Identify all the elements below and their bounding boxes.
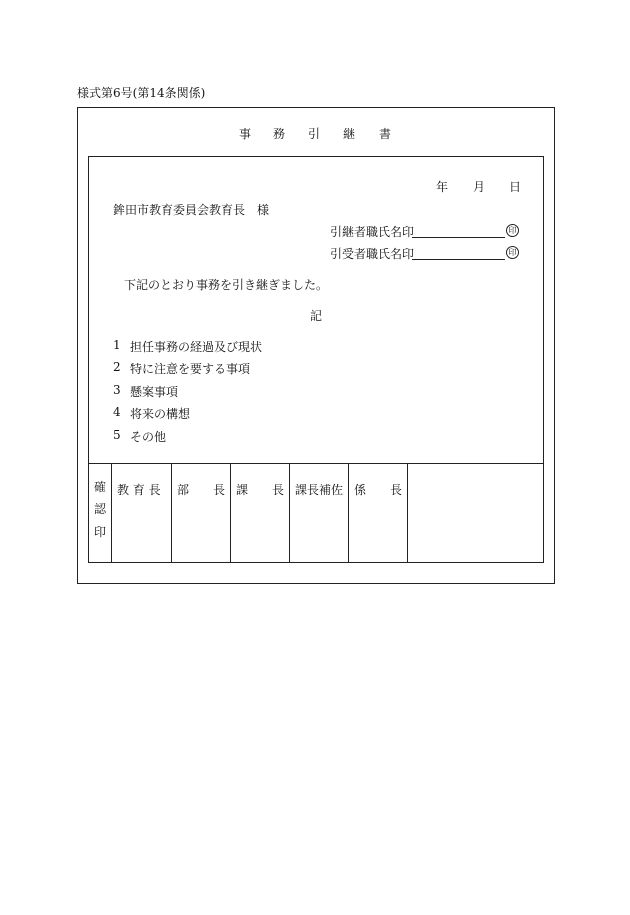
receiver-signature-line[interactable] [412, 259, 505, 260]
approver-title-left: 課 [236, 483, 249, 497]
approver-title-left: 部 [177, 483, 190, 497]
approver-title-right: 長 [272, 483, 285, 497]
approver-cell-blank[interactable] [408, 464, 543, 562]
addressee: 鉾田市教育委員会教育長 様 [113, 203, 270, 217]
table-divider [348, 463, 349, 563]
item-text: 将来の構想 [130, 407, 191, 421]
item-text: 懸案事項 [130, 385, 179, 399]
date-month: 月 [473, 180, 486, 194]
approver-title-right: 長 [390, 483, 403, 497]
title-char: 引 [308, 127, 321, 141]
item-number: 4 [113, 405, 121, 419]
item-text: 担任事務の経過及び現状 [130, 340, 263, 354]
date-year: 年 [436, 180, 449, 194]
handover-person-label: 引継者職氏名印 [330, 225, 415, 239]
receiver-person-label: 引受者職氏名印 [330, 247, 415, 261]
form-number-label: 様式第6号(第14条関係) [77, 86, 206, 100]
approver-title: 教 育 長 [117, 483, 161, 497]
item-number: 2 [113, 360, 121, 374]
title-char: 務 [273, 127, 286, 141]
table-divider [111, 463, 112, 563]
approver-title: 課長補佐 [295, 483, 344, 497]
table-divider [171, 463, 172, 563]
approver-title-right: 長 [213, 483, 226, 497]
ki-heading: 記 [310, 309, 323, 323]
confirm-char: 確 [93, 480, 106, 494]
title-char: 継 [343, 127, 356, 141]
title-char: 事 [239, 127, 252, 141]
table-divider [289, 463, 290, 563]
title-char: 書 [379, 127, 392, 141]
statement-text: 下記のとおり事務を引き継ぎました。 [124, 278, 329, 292]
confirm-char: 印 [93, 525, 106, 539]
approver-title-left: 係 [354, 483, 367, 497]
date-day: 日 [509, 180, 522, 194]
item-text: その他 [130, 430, 167, 444]
confirm-char: 認 [93, 502, 106, 516]
item-number: 3 [113, 383, 121, 397]
seal-icon: 印 [506, 246, 519, 259]
seal-icon: 印 [506, 224, 519, 237]
item-text: 特に注意を要する事項 [130, 362, 251, 376]
table-divider [230, 463, 231, 563]
item-number: 1 [113, 338, 121, 352]
handover-signature-line[interactable] [412, 237, 505, 238]
item-number: 5 [113, 428, 121, 442]
